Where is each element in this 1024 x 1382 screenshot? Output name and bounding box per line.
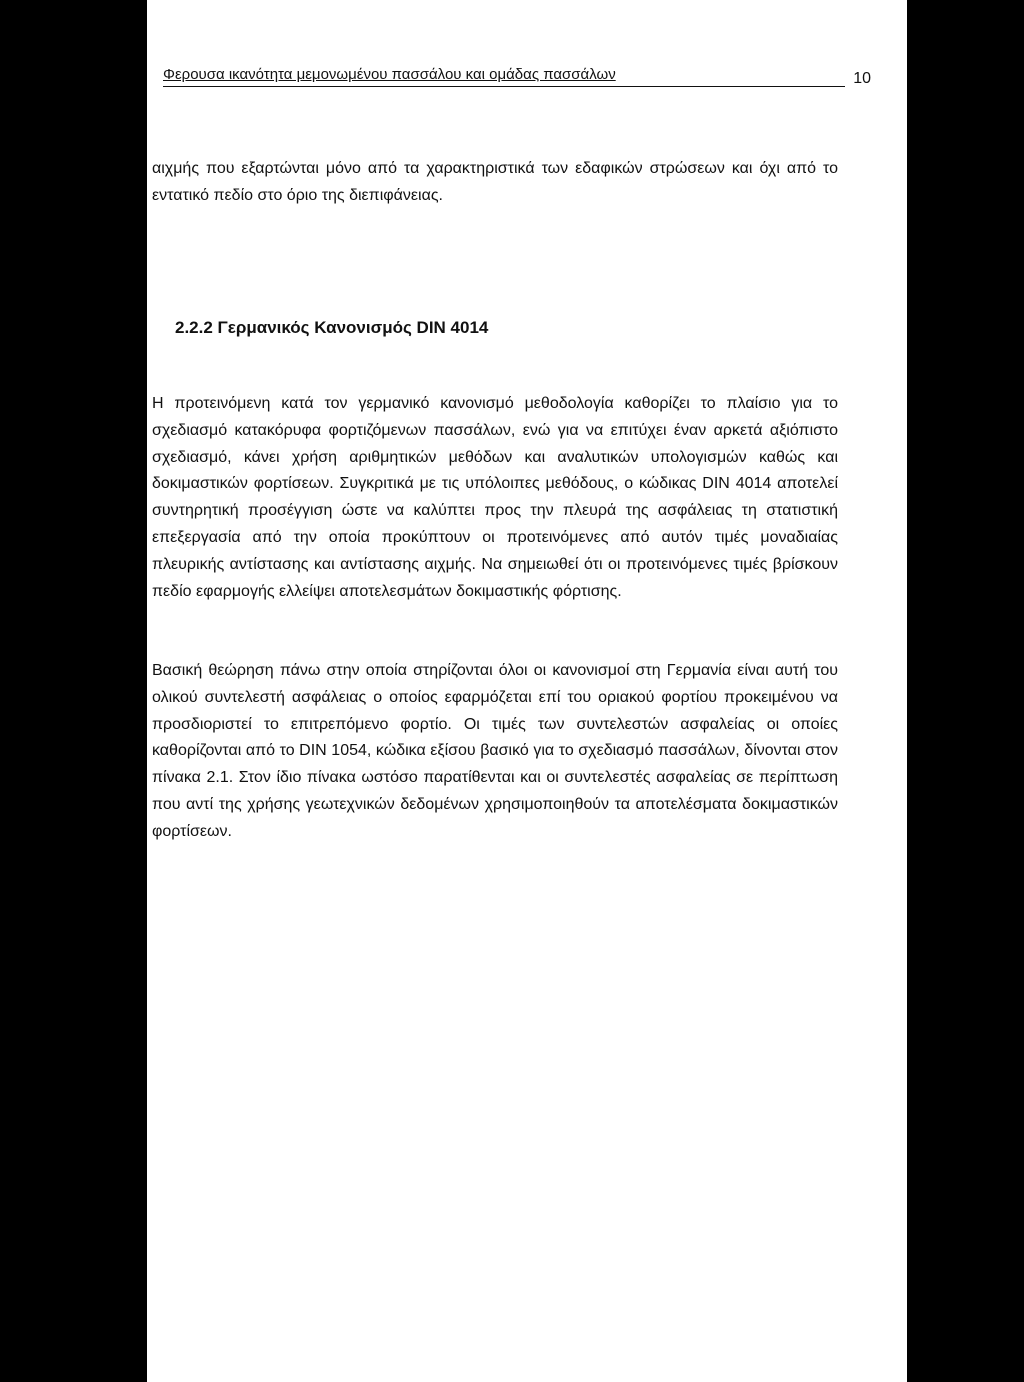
- running-title: Φερουσα ικανότητα μεμονωμένου πασσάλου και ομάδας πασσάλων: [163, 66, 616, 83]
- running-header: [163, 66, 871, 90]
- paragraph-safety-factors: Βασική θεώρηση πάνω στην οποία στηρίζονται όλοι οι κανονισμοί στη Γερμανία είναι αυτή του ολικού συντελεστή ασφάλειας ο οποίος εφαρμόζεται επί του οριακού φορτίου προκειμένου να προσδιοριστεί το επιτρεπόμενο φορτίο. Οι τιμές των συντελεστών ασφαλείας οι οποίες καθορίζονται από το DIN 1054, κώδικα εξίσου βασικό για το σχεδιασμό πασσάλων, δίνονται στον πίνακα 2.1. Στον ίδιο πίνακα ωστόσο παρατίθενται και οι συντελεστές ασφαλείας σε περίπτωση που αντί της χρήσης γεωτεχνικών δεδομένων χρησιμοποιηθούν τα αποτελέσματα δοκιμαστικών φορτίσεων.: [152, 662, 838, 840]
- page-number: 10: [853, 70, 871, 87]
- section-heading: 2.2.2 Γερμανικός Κανονισμός DIN 4014: [175, 318, 489, 337]
- continuation-paragraph: αιχμής που εξαρτώνται μόνο από τα χαρακτηριστικά των εδαφικών στρώσεων και όχι από το εντατικό πεδίο στο όριο της διεπιφάνειας.: [152, 160, 838, 204]
- paragraph-din-4014: Η προτεινόμενη κατά τον γερμανικό κανονισμό μεθοδολογία καθορίζει το πλαίσιο για το σχεδιασμό κατακόρυφα φορτιζόμενων πασσάλων, ενώ για να επιτύχει έναν αρκετά αξιόπιστο σχεδιασμό, κάνει χρήση αριθμητικών μεθόδων και αναλυτικών υπολογισμών καθώς και δοκιμαστικών φορτίσεων. Συγκριτικά με τις υπόλοιπες μεθόδους, ο κώδικας DIN 4014 αποτελεί συντηρητική προσέγγιση ώστε να καλύπτει προς την πλευρά της ασφάλειας τη στατιστική επεξεργασία από την οποία προκύπτουν οι προτεινόμενες από αυτόν τιμές μοναδιαίας πλευρικής αντίστασης και αντίστασης αιχμής. Να σημειωθεί ότι οι προτεινόμενες τιμές βρίσκουν πεδίο εφαρμογής ελλείψει αποτελεσμάτων δοκιμαστικής φόρτισης.: [152, 395, 838, 600]
- header-rule: [163, 86, 845, 87]
